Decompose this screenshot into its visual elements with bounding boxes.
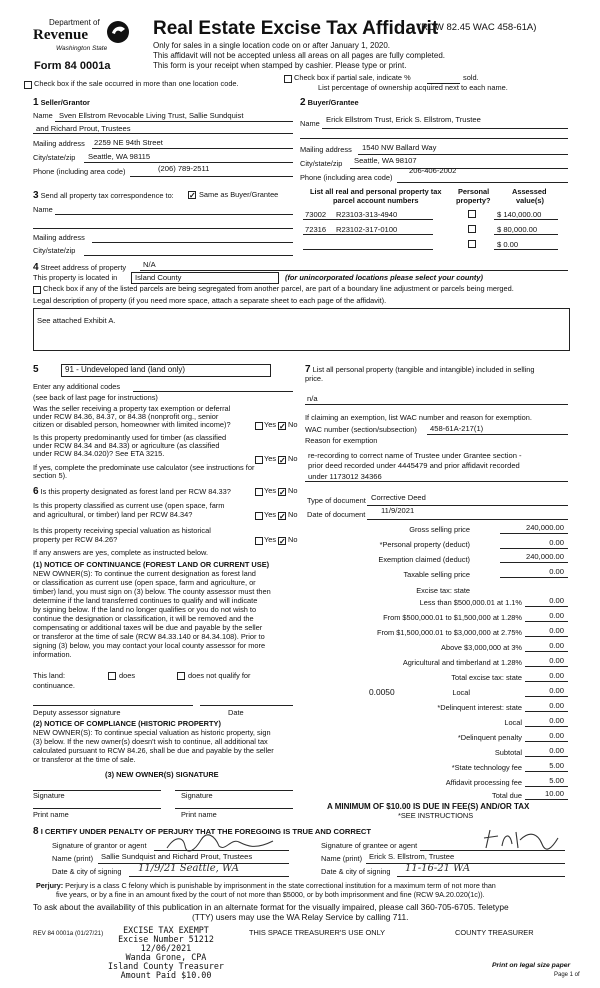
historic-question-2: property per RCW 84.26? — [33, 535, 118, 544]
timber-question-4: If yes, complete the predominate use calculator (see instructions for — [33, 463, 255, 472]
seller-mail-field[interactable]: 2259 NE 94th Street — [94, 138, 163, 147]
alternate-format-note-1: To ask about the availability of this publication in an alternate format for the visually impaired, please call 360-705-6705. Teletype — [33, 902, 509, 912]
located-label: This property is located in — [33, 273, 118, 282]
continuance-label: continuance. — [33, 681, 75, 690]
seller-city-field[interactable]: Seattle, WA 98115 — [88, 152, 151, 161]
grantee-signature[interactable] — [480, 826, 560, 852]
new-owner-print-label: Print name — [33, 810, 69, 819]
forest-yes-checkbox[interactable] — [255, 488, 263, 496]
tax-label: Total due — [492, 791, 522, 800]
certify-statement: 8 I CERTIFY UNDER PENALTY OF PERJURY THAT THE FOREGOING IS TRUE AND CORRECT — [33, 826, 372, 837]
reason-field[interactable]: re-recording to correct name of Trustee under Grantee section - — [308, 451, 522, 460]
partial-sale-checkbox[interactable] — [284, 75, 292, 83]
notice-continuance-line: determine if the land transferred continues to qualify and will indicate — [33, 596, 258, 605]
timber-no-checkbox[interactable]: ✓ — [279, 456, 286, 465]
notice-continuance-line: timber) land, you must sign on (3) below. The county assessor must then — [33, 587, 271, 596]
wac-number-field[interactable]: 458-61A-217(1) — [430, 424, 484, 433]
notice-compliance-title: (2) NOTICE OF COMPLIANCE (HISTORIC PROPERTY) — [33, 719, 221, 728]
land-use-code-value: 91 - Undeveloped land (land only) — [65, 365, 186, 374]
personal-property-label: 7 List all personal property (tangible and intangible) included in selling — [305, 364, 535, 375]
grantee-name-field[interactable]: Erick S. Ellstrom, Trustee — [369, 852, 455, 861]
minimum-due-note: A MINIMUM OF $10.00 IS DUE IN FEE(S) AND/OR TAX — [327, 802, 530, 811]
tax-value[interactable]: 0.00 — [549, 596, 564, 605]
tax-label: Above $3,000,000 at 3% — [441, 643, 522, 652]
section3-mail-label: Mailing address — [33, 233, 85, 242]
notice-continuance-title: (1) NOTICE OF CONTINUANCE (FOREST LAND OR CURRENT USE) — [33, 560, 270, 569]
tax-value[interactable]: 0.00 — [549, 716, 564, 725]
buyer-name-label: Name — [300, 119, 320, 128]
yes-label: Yes — [264, 535, 277, 544]
notice-continuance-line: continue the designation or classification, it will be removed and the — [33, 614, 254, 623]
multiple-location-label: Check box if the sale occurred in more than one location code. — [34, 79, 239, 88]
tax-label: Exemption claimed (deduct) — [378, 555, 470, 564]
yes-label: Yes — [264, 510, 277, 519]
segregate-label: Check box if any of the listed parcels are being segregated from another parcel, are part of a boundary line adjustment or parcels being merged. — [43, 284, 514, 293]
tax-label: *Delinquent interest: state — [437, 703, 522, 712]
current-use-question-2: and agricultural, or timber) land per RCW 84.34? — [33, 510, 193, 519]
grantor-name-label: Name (print) — [52, 854, 94, 863]
assessed-value[interactable]: $ 80,000.00 — [497, 225, 538, 234]
timber-question-5: section 5). — [33, 471, 68, 480]
county-select[interactable] — [131, 272, 279, 284]
tax-value[interactable]: 240,000.00 — [525, 552, 564, 561]
grantor-name-field[interactable]: Sallie Sundquist and Richard Prout, Trustees — [101, 852, 253, 861]
tax-value[interactable]: 0.00 — [549, 671, 564, 680]
yes-label: Yes — [264, 420, 277, 429]
grantor-signature[interactable] — [165, 832, 265, 854]
stamp-line: 12/06/2021 — [140, 943, 192, 953]
county-value: Island County — [135, 273, 182, 282]
personal-property-checkbox[interactable] — [468, 210, 476, 218]
no-label: No — [288, 535, 298, 544]
notice-compliance-line: calculated pursuant to RCW 84.26, shall be due and payable by the seller — [33, 746, 274, 755]
seller-name-field-2[interactable]: and Richard Prout, Trustees — [36, 124, 131, 133]
tax-label: *Delinquent penalty — [457, 733, 522, 742]
historic-question-1: Is this property receiving special valuation as historical — [33, 526, 211, 535]
notice-continuance-line: by signing below. If the land no longer qualifies or you do not wish to — [33, 605, 257, 614]
revision-label: REV 84 0001a (01/27/21) — [33, 930, 104, 937]
notice-continuance-line: or transferor at the time of sale (RCW 84.33.140 or 84.34.108). Prior to — [33, 632, 265, 641]
tax-label: Total excise tax: state — [451, 673, 522, 682]
personal-header-2: property? — [456, 196, 491, 205]
tax-label: Gross selling price — [409, 525, 470, 534]
treasurer-use-label: THIS SPACE TREASURER'S USE ONLY — [249, 928, 386, 937]
buyer-name-field[interactable]: Erick Ellstrom Trust, Erick S. Ellstrom, Trustee — [326, 115, 481, 124]
notice-compliance-line: or transferor at the time of sale. — [33, 755, 136, 764]
exemption-yes-checkbox[interactable] — [255, 422, 263, 430]
tax-value[interactable]: 0.00 — [549, 656, 564, 665]
seller-heading: 1 Seller/Grantor — [33, 97, 90, 108]
stamp-line: Wanda Grone, CPA — [125, 952, 207, 962]
tax-label: From $500,000.01 to $1,500,000 at 1.28% — [383, 613, 522, 622]
notice-compliance-line: (3) below. If the new owner(s) doesn't wish to continue, all additional tax — [33, 737, 268, 746]
tax-label: Agricultural and timberland at 1.28% — [402, 658, 522, 667]
grantee-date-label: Date & city of signing — [321, 867, 391, 876]
doc-date-field[interactable]: 11/9/2021 — [381, 506, 415, 515]
tax-label: Local — [504, 718, 522, 727]
doc-type-field[interactable]: Corrective Deed — [371, 493, 426, 502]
legal-description-field[interactable] — [33, 308, 570, 351]
notice-continuance-line: information. — [33, 650, 72, 659]
perjury-note-2: five years, or by a fine in an amount fixed by the court of not more than $5000, or by both imprisonment and fine (RCW 9A.20.020(1c)). — [56, 890, 485, 899]
see-instructions-note: *SEE INSTRUCTIONS — [398, 811, 474, 820]
grantee-name-label: Name (print) — [321, 854, 363, 863]
doc-type-label: Type of document — [307, 496, 366, 505]
parcel-code[interactable]: 72316 — [305, 225, 327, 234]
any-yes-note: If any answers are yes, complete as instructed below. — [33, 548, 208, 557]
buyer-mail-label: Mailing address — [300, 145, 352, 154]
current-use-yes-checkbox[interactable] — [255, 512, 263, 520]
partial-sale-label: Check box if partial sale, indicate % — [294, 73, 411, 82]
treasurer-stamp — [108, 926, 224, 980]
claim-exemption-label: If claiming an exemption, list WAC number and reason for exemption. — [305, 413, 532, 422]
tax-label: From $1,500,000.01 to $3,000,000 at 2.75% — [376, 628, 522, 637]
personal-header-1: Personal — [458, 187, 490, 196]
grantor-date-label: Date & city of signing — [52, 867, 122, 876]
street-label: 4 Street address of property — [33, 262, 127, 273]
tax-value[interactable]: 0.00 — [549, 746, 564, 755]
segregate-checkbox[interactable] — [33, 286, 41, 294]
current-use-question-1: Is this property classified as current use (open space, farm — [33, 501, 225, 510]
legal-paper-note: Print on legal size paper — [492, 962, 571, 969]
timber-yes-checkbox[interactable] — [255, 456, 263, 464]
form-rcw: (RCW 82.45 WAC 458-61A) — [418, 22, 537, 33]
buyer-city-label: City/state/zip — [300, 159, 343, 168]
reason-field[interactable]: under 1173012 34366 — [308, 472, 382, 481]
parcel-header-2: parcel account numbers — [333, 196, 419, 205]
no-label: No — [288, 420, 298, 429]
buyer-mail-field[interactable]: 1540 NW Ballard Way — [362, 143, 437, 152]
local-label: Local — [452, 688, 470, 697]
tax-label: *Personal property (deduct) — [379, 540, 470, 549]
form-title: Real Estate Excise Tax Affidavit — [153, 18, 439, 39]
legal-description-label: Legal description of property (if you need more space, attach a separate sheet to each page of the affidavit). — [33, 296, 387, 305]
notice-continuance-line: compensating or additional taxes will be due and payable by the seller — [33, 623, 263, 632]
dept-state: Washington State — [56, 45, 108, 52]
assessed-header-2: value(s) — [516, 196, 544, 205]
does-not-qualify-checkbox[interactable] — [177, 672, 185, 680]
notice-continuance-line: NEW OWNER(S): To continue the current designation as forest land — [33, 569, 256, 578]
tax-value[interactable]: 0.00 — [549, 701, 564, 710]
does-label: does — [119, 671, 136, 680]
section3-city-label: City/state/zip — [33, 246, 76, 255]
assessed-value[interactable]: $ 140,000.00 — [497, 210, 542, 219]
tax-label: Affidavit processing fee — [445, 778, 522, 787]
street-field[interactable]: N/A — [143, 260, 156, 269]
dor-logo-icon — [106, 20, 130, 44]
tax-value[interactable]: 5.00 — [549, 776, 564, 785]
personal-property-checkbox[interactable] — [468, 225, 476, 233]
reason-label: Reason for exemption — [305, 436, 378, 445]
parcel-header-1: List all real and personal property tax — [310, 187, 442, 196]
no-label: No — [288, 510, 298, 519]
doc-date-label: Date of document — [307, 510, 366, 519]
reason-field[interactable]: prior deed recorded under 4445479 and prior affidavit recorded — [308, 461, 520, 470]
new-owner-signature-label-2: Signature — [181, 791, 213, 800]
partial-sold-label: sold. — [463, 73, 479, 82]
buyer-heading: 2 Buyer/Grantee — [300, 97, 359, 108]
seller-name-field[interactable]: Sven Ellstrom Revocable Living Trust, Sallie Sundquist — [59, 111, 244, 120]
deputy-date-label: Date — [228, 708, 244, 717]
unincorp-note: (for unincorporated locations please select your county) — [285, 273, 483, 282]
page-number: Page 1 of — [554, 972, 580, 978]
seller-name-label: Name — [33, 111, 53, 120]
parcel-code[interactable]: 73002 — [305, 210, 327, 219]
grantee-signature-label: Signature of grantee or agent — [321, 841, 418, 850]
form-subtitle-2: This affidavit will not be accepted unless all areas on all pages are fully completed. — [153, 51, 446, 60]
section3-name-label: Name — [33, 205, 53, 214]
exemption-question-1: Was the seller receiving a property tax exemption or deferral — [33, 404, 231, 413]
assessed-header-1: Assessed — [512, 187, 547, 196]
new-owner-print-label-2: Print name — [181, 810, 217, 819]
additional-codes-label: Enter any additional codes — [33, 382, 121, 391]
personal-property-field[interactable]: n/a — [307, 394, 318, 403]
tax-value[interactable]: 0.00 — [549, 567, 564, 576]
new-owner-signature-label: Signature — [33, 791, 65, 800]
land-use-code-select[interactable] — [61, 364, 271, 377]
multiple-location-checkbox[interactable] — [24, 81, 32, 89]
buyer-phone-label: Phone (including area code) — [300, 173, 393, 182]
stamp-line: Excise Number 51212 — [118, 934, 214, 944]
no-label: No — [288, 454, 298, 463]
tax-value[interactable]: 0.00 — [549, 611, 564, 620]
exemption-question-3: citizen or disabled person, homeowner with limited income)? — [33, 420, 231, 429]
grantor-signature-label: Signature of grantor or agent — [52, 841, 147, 850]
wac-number-label: WAC number (section/subsection) — [305, 425, 417, 434]
county-treasurer-label: COUNTY TREASURER — [455, 928, 534, 937]
tax-value[interactable]: 240,000.00 — [525, 523, 564, 532]
seller-phone-field[interactable]: (206) 789-2511 — [158, 164, 210, 173]
yes-label: Yes — [264, 486, 277, 495]
exemption-question-2: under RCW 84.36, 84.37, or 84.38 (nonprofit org., senior — [33, 412, 219, 421]
tax-label: Subtotal — [494, 748, 522, 757]
assessed-value[interactable]: $ 0.00 — [497, 240, 519, 249]
grantee-date-field[interactable]: 11-16-21 WA — [405, 863, 471, 874]
historic-no-checkbox[interactable]: ✓ — [279, 537, 286, 546]
seller-mail-label: Mailing address — [33, 139, 85, 148]
section5-number: 5 — [33, 364, 39, 375]
tax-value[interactable]: 10.00 — [544, 789, 564, 798]
deputy-signature-label: Deputy assessor signature — [33, 708, 121, 717]
timber-question-2: under RCW 84.34 and 84.33) or agriculture (as classified — [33, 441, 220, 450]
stamp-line: EXCISE TAX EXEMPT — [123, 925, 209, 935]
tax-value[interactable]: 0.00 — [549, 626, 564, 635]
tax-label: Less than $500,000.01 at 1.1% — [419, 598, 522, 607]
local-tax-value[interactable]: 0.00 — [549, 686, 564, 695]
tax-label: Taxable selling price — [403, 570, 470, 579]
notice-compliance-line: NEW OWNER(S): To continue special valuation as historic property, sign — [33, 728, 271, 737]
form-subtitle-3: This form is your receipt when stamped by cashier. Please type or print. — [153, 61, 407, 70]
forest-no-checkbox[interactable]: ✓ — [279, 488, 286, 497]
this-land-label: This land: — [33, 671, 66, 680]
dept-label: Department of — [49, 18, 100, 27]
personal-property-label-2: price. — [305, 374, 324, 383]
notice-continuance-line: signing (3) below, you may contact your local county assessor for more — [33, 641, 266, 650]
does-qualify-checkbox[interactable] — [108, 672, 116, 680]
parcel-number[interactable]: R23102-317-0100 — [336, 225, 398, 234]
partial-note: List percentage of ownership acquired next to each name. — [318, 83, 508, 92]
local-rate-value: 0.0050 — [369, 687, 395, 697]
tax-value[interactable]: 0.00 — [549, 641, 564, 650]
notice-continuance-line: or classification as current use (open space, farm and agriculture, or — [33, 578, 256, 587]
timber-question-3: under RCW 84.34.020)? See ETA 3215. — [33, 449, 165, 458]
personal-property-checkbox[interactable] — [468, 240, 476, 248]
seller-phone-label: Phone (including area code) — [33, 167, 126, 176]
current-use-no-checkbox[interactable]: ✓ — [279, 512, 286, 521]
new-owner-signature-title: (3) NEW OWNER(S) SIGNATURE — [105, 770, 219, 779]
historic-yes-checkbox[interactable] — [255, 537, 263, 545]
dept-name: Revenue — [33, 27, 88, 43]
tax-value[interactable]: 5.00 — [549, 761, 564, 770]
form-subtitle-1: Only for sales in a single location code on or after January 1, 2020. — [153, 41, 391, 50]
grantor-date-field[interactable]: 11/9/21 Seattle, WA — [138, 863, 239, 874]
forest-question: 6 Is this property designated as forest land per RCW 84.33? — [33, 486, 231, 497]
same-as-buyer-label: Same as Buyer/Grantee — [199, 190, 279, 199]
tax-label: *State technology fee — [451, 763, 522, 772]
seller-city-label: City/state/zip — [33, 153, 76, 162]
parcel-number[interactable]: R23103-313-4940 — [336, 210, 398, 219]
stamp-line: Island County Treasurer — [108, 961, 224, 971]
exemption-no-checkbox[interactable]: ✓ — [279, 422, 286, 431]
perjury-note-1: Perjury: Perjury is a class C felony which is punishable by imprisonment in the state correctional institution for a maximum term of not more than — [36, 881, 496, 890]
buyer-city-field[interactable]: Seattle, WA 98107 — [354, 156, 417, 165]
does-not-label: does not qualify for — [188, 671, 251, 680]
tax-value[interactable]: 0.00 — [549, 538, 564, 547]
stamp-line: Amount Paid $10.00 — [120, 970, 212, 980]
form-number: Form 84 0001a — [34, 60, 111, 72]
yes-label: Yes — [264, 454, 277, 463]
section3-label: 3 Send all property tax correspondence to: — [33, 190, 174, 201]
timber-question-1: Is this property predominantly used for timber (as classified — [33, 433, 227, 442]
additional-codes-note: (see back of last page for instructions) — [33, 393, 158, 402]
tax-value[interactable]: 0.00 — [549, 731, 564, 740]
same-as-buyer-checkbox[interactable]: ✓ — [189, 191, 196, 200]
alternate-format-note-2: (TTY) users may use the WA Relay Service by calling 711. — [192, 912, 409, 922]
buyer-phone-field[interactable]: 206-406-2002 — [409, 166, 457, 175]
no-label: No — [288, 486, 298, 495]
legal-description-value: See attached Exhibit A. — [37, 316, 116, 325]
tax-label: Excise tax: state — [416, 586, 470, 595]
